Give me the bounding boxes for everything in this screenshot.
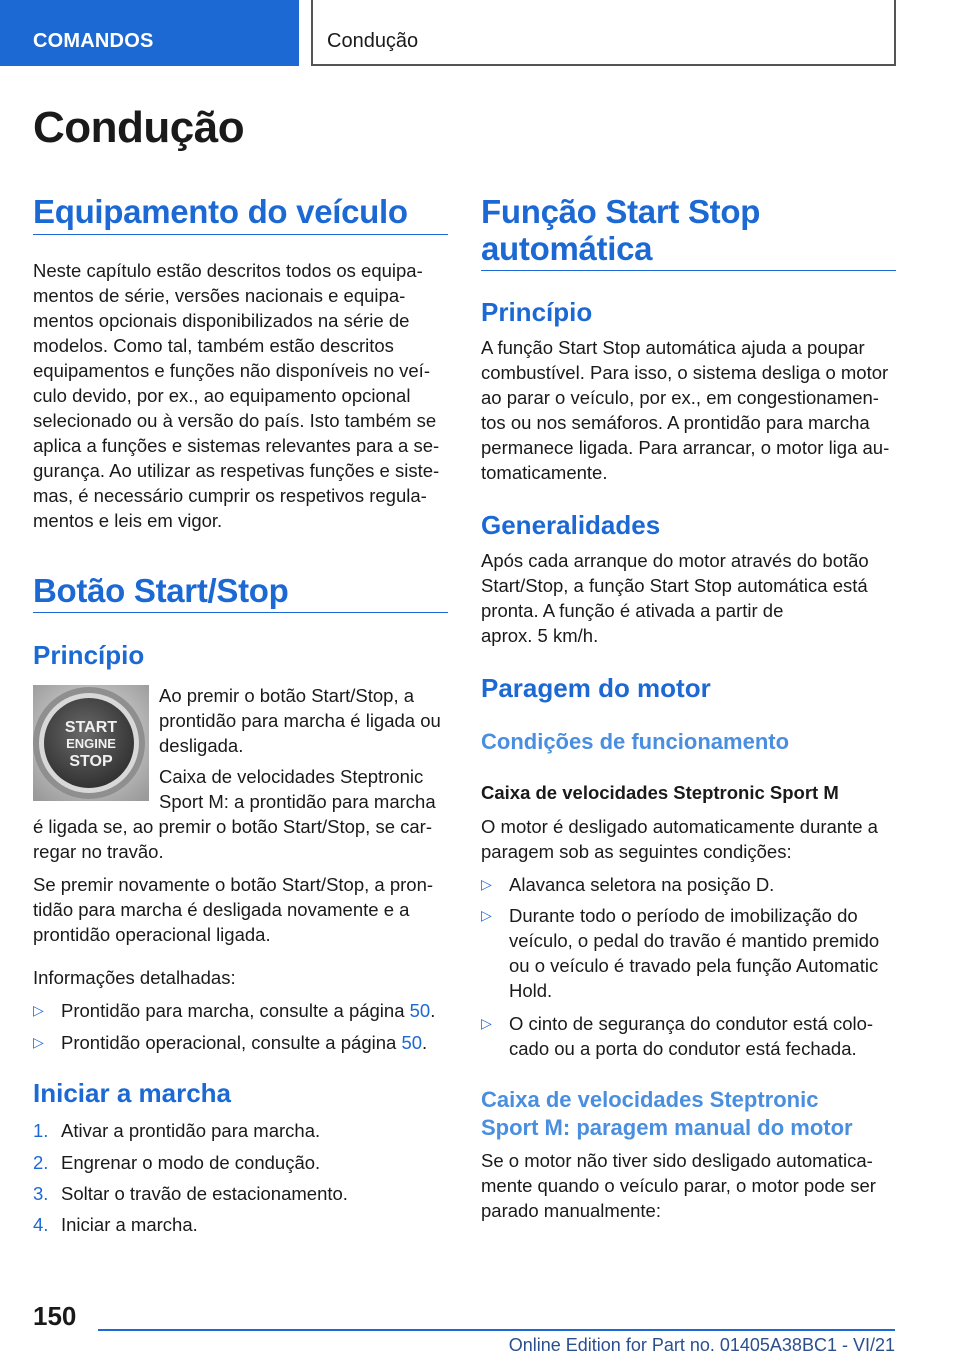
triangle-right-outline-icon: ▷ [33,1002,44,1018]
subheading-iniciar: Iniciar a marcha [33,1078,231,1108]
list-item: ▷ Durante todo o período de imobilização do veículo, o pedal do travão é mantido premido ou o veículo é travado pela função Automatic Hold. [481,905,880,1001]
heading-rule [33,612,448,613]
list-item: ▷ Prontidão operacional, consulte a página 50. [33,1032,428,1053]
heading-equipamento: Equipamento do veículo [33,193,408,230]
section-tab [0,0,299,66]
svg-text:START: START [64,719,118,736]
start-engine-stop-icon [33,685,149,801]
step-item: 2. Engrenar o modo de condução. [33,1152,321,1173]
list-item: ▷ O cinto de segurança do condutor está colo- cado ou a porta do condutor está fechada. [481,1013,874,1059]
page-title: Condução [33,103,245,152]
gearbox-paragraph: O motor é desligado automaticamente durante a paragem sob as seguintes condições: [481,816,878,862]
list-item: ▷ Alavanca seletora na posição D. [481,874,775,895]
subheading-principio-right: Princípio [481,297,593,327]
principle-paragraph-d: Se premir novamente o botão Start/Stop, a pron- tidão para marcha é desligada novamente e a prontidão operacional ligada. [33,874,434,945]
start-stop-button-image [33,685,149,801]
subheading-principio: Princípio [33,640,145,670]
page-number: 150 [33,1301,77,1331]
subheading-manual-stop: Caixa de velocidades Steptronic Sport M: paragem manual do motor [481,1087,853,1140]
section-label: COMANDOS [33,30,154,52]
general-paragraph: Após cada arranque do motor através do botão Start/Stop, a função Start Stop automática está pronta. A função é ativada a partir de aprox. 5 km/h. [481,550,869,646]
principle-paragraph-c: é ligada se, ao premir o botão Start/Stop, se car- regar no travão. [33,816,432,862]
heading-botao: Botão Start/Stop [33,572,289,609]
subheading-paragem: Paragem do motor [481,673,711,703]
equip-paragraph: Neste capítulo estão descritos todos os equipa- mentos de série, versões nacionais e equipa- mentos opcionais disponibilizados na série de modelos. Como tal, também estão descritos equipamentos e funções não disponíveis no veí- culo devido, por ex., ao equipamento opcional selecionado ou à versão do país. Isto também se aplica a funções e sistemas relevantes para a se- gurança. Ao utilizar as respetivas funções e siste- mas, é necessário cumprir os respetivos regula- mentos e leis em vigor. [33,260,440,531]
manual-paragraph: Se o motor não tiver sido desligado automatica- mente quando o veículo parar, o motor pode ser parado manualmente: [481,1150,876,1221]
subheading-gearbox: Caixa de velocidades Steptronic Sport M [481,782,839,803]
triangle-right-outline-icon: ▷ [33,1034,44,1050]
svg-text:STOP: STOP [69,753,113,770]
subheading-condicoes: Condições de funcionamento [481,729,790,754]
principle-paragraph-a: Ao premir o botão Start/Stop, a prontidão para marcha é ligada ou desligada. [159,685,441,756]
page-link[interactable]: 50 [401,1032,423,1053]
svg-text:ENGINE: ENGINE [66,736,116,751]
step-item: 3. Soltar o travão de estacionamento. [33,1183,348,1204]
step-item: 4. Iniciar a marcha. [33,1214,198,1235]
list-item: ▷ Prontidão para marcha, consulte a página 50. [33,1000,436,1021]
chapter-tab [311,0,896,66]
triangle-right-outline-icon: ▷ [481,907,492,923]
heading-rule [33,234,448,235]
heading-start-stop-auto: Função Start Stop automática [481,193,761,267]
footer-rule [98,1329,895,1331]
chapter-tab-label: Condução [327,30,419,52]
principle-paragraph-b: Caixa de velocidades Steptronic Sport M: a prontidão para marcha [159,766,436,812]
subheading-generalidades: Generalidades [481,510,661,540]
auto-principle-paragraph: A função Start Stop automática ajuda a poupar combustível. Para isso, o sistema desliga o motor ao parar o veículo, por ex., em congestionamen- tos ou nos semáforos. A prontidão para marcha permanece ligada. Para arrancar, o motor liga au- tomaticamente. [481,337,890,483]
page-link[interactable]: 50 [409,1000,431,1021]
details-label: Informações detalhadas: [33,967,236,988]
footer-edition: Online Edition for Part no. 01405A38BC1 - VI/21 [508,1335,895,1355]
triangle-right-outline-icon: ▷ [481,876,492,892]
triangle-right-outline-icon: ▷ [481,1015,492,1031]
step-item: 1. Ativar a prontidão para marcha. [33,1120,321,1141]
heading-rule [481,270,896,271]
